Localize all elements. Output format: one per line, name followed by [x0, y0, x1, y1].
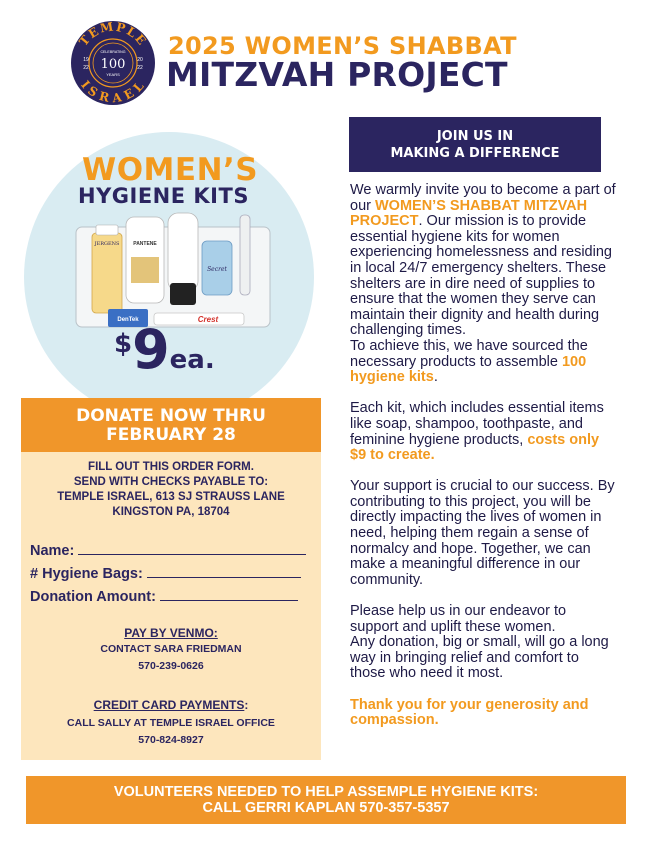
seal-year-right-a: 20 — [137, 57, 143, 63]
donate-heading-line-2: FEBRUARY 28 — [106, 425, 236, 445]
seal-bottom-text: ISRAEL — [78, 77, 148, 106]
title-line-1: 2025 WOMEN’S SHABBAT — [168, 32, 517, 60]
donate-heading-line-1: DONATE NOW THRU — [76, 406, 266, 426]
donate-heading — [21, 398, 321, 452]
donation-amount-field-line[interactable] — [160, 586, 298, 601]
text-run: . — [433, 369, 438, 386]
text-run: Each kit, which includes essential items like soap, shampoo, toothpaste, and feminine hygiene products, — [350, 400, 604, 448]
credit-card-title-colon: : — [244, 698, 249, 712]
seal-inner-top: CELEBRATING — [100, 50, 126, 54]
name-field-label: Name: — [30, 543, 75, 559]
instruction-line: SEND WITH CHECKS PAYABLE TO: — [73, 476, 269, 488]
price-currency: $ — [114, 329, 133, 359]
name-field-line[interactable] — [78, 540, 306, 555]
donation-amount-field-label: Donation Amount: — [30, 589, 156, 605]
text-run: . Our mission is to provide essential hygiene kits for women experiencing homelessness and residing in local 24/7 emergency shelters. These shelters are in dire need of supplies to ensure that the women they serve can maintain their dignity and health during challenging times. — [350, 213, 612, 339]
text-run: To achieve this, we have sourced the necessary products to assemble — [350, 337, 588, 370]
venmo-phone: 570-239-0626 — [138, 660, 204, 672]
paragraph-donation: Any donation, big or small, will go a long way in bringing relief and comfort to those who need it most. — [350, 634, 609, 682]
secret-label: Secret — [207, 266, 227, 273]
paragraph-sourcing — [350, 339, 618, 386]
credit-card-contact: CALL SALLY AT TEMPLE ISRAEL OFFICE — [67, 717, 275, 729]
comb-icon — [240, 215, 250, 295]
seal-year-left-a: 19 — [83, 57, 89, 63]
promo-title-hygiene-kits: HYGIENE KITS — [78, 184, 249, 208]
hygiene-bags-field-line[interactable] — [147, 563, 301, 578]
footer-line-2: CALL GERRI KAPLAN 570-357-5357 — [202, 800, 450, 816]
seal-year-left-b: 22 — [83, 65, 89, 71]
volunteer-footer — [26, 776, 626, 824]
instruction-line: TEMPLE ISRAEL, 613 SJ STRAUSS LANE — [57, 491, 285, 503]
hygiene-bags-field[interactable] — [30, 563, 301, 582]
paragraph-support: Your support is crucial to our success. By contributing to this project, you will be directly impacting the lives of women in need, helping them regain a sense of normalcy and hope. Together, we can make a meaningful difference in our community. — [350, 478, 615, 588]
paragraph-kit-contents — [350, 401, 618, 463]
credit-card-title-text: CREDIT CARD PAYMENTS — [93, 698, 245, 712]
seal-year-right-b: 22 — [137, 65, 143, 71]
join-line-1: JOIN US IN — [436, 129, 514, 144]
credit-card-title — [21, 698, 321, 712]
join-us-banner — [349, 117, 601, 172]
price-unit: ea. — [169, 345, 215, 375]
order-form-instructions — [21, 460, 321, 520]
text-run: We warmly invite you to become a part of our — [350, 182, 616, 214]
paragraph-invite — [350, 183, 618, 339]
credit-card-phone: 570-824-8927 — [138, 734, 204, 746]
venmo-title: PAY BY VENMO: — [124, 626, 218, 640]
seal-center: 100 — [100, 57, 126, 72]
seal-inner-bottom: YEARS — [106, 72, 120, 77]
name-field[interactable] — [30, 540, 306, 559]
project-name-highlight: WOMEN’S SHABBAT MITZVAH PROJECT — [350, 197, 588, 230]
pantene-label: PANTENE — [133, 241, 157, 247]
venmo-contact: CONTACT SARA FRIEDMAN — [100, 643, 242, 655]
jergens-label: JERGENS — [94, 241, 120, 247]
join-line-2: MAKING A DIFFERENCE — [390, 146, 560, 161]
promo-title-womens: WOMEN’S — [82, 152, 259, 188]
hygiene-bags-field-label: # Hygiene Bags: — [30, 566, 143, 582]
temple-israel-seal — [70, 20, 156, 106]
seal-top-text: TEMPLE — [76, 20, 150, 49]
hygiene-products-image — [68, 205, 278, 335]
instruction-line: KINGSTON PA, 18704 — [112, 506, 230, 518]
crest-label: Crest — [197, 315, 219, 324]
price-value: 9 — [132, 318, 170, 381]
instruction-line: FILL OUT THIS ORDER FORM. — [88, 461, 254, 473]
paragraph-help: Please help us in our endeavor to support and uplift these women. — [350, 603, 567, 635]
dentek-label: DenTek — [117, 317, 139, 323]
donation-amount-field[interactable] — [30, 586, 298, 605]
title-line-2: MITZVAH PROJECT — [166, 55, 508, 94]
kit-count-highlight: 100 hygiene kits — [350, 353, 587, 386]
footer-line-1: VOLUNTEERS NEEDED TO HELP ASSEMPLE HYGIENE KITS: — [113, 784, 539, 800]
cost-highlight: costs only $9 to create. — [350, 431, 600, 464]
conditioner-bottle-icon — [168, 213, 198, 291]
thank-you-text: Thank you for your generosity and compassion. — [350, 696, 589, 729]
body-text — [350, 183, 618, 729]
